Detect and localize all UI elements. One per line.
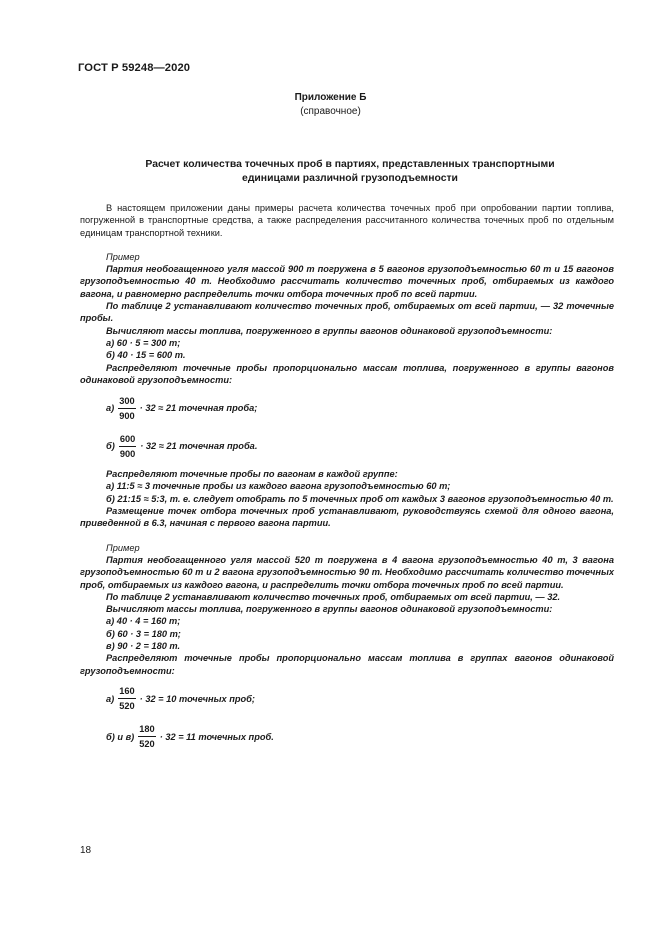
- standard-header: ГОСТ Р 59248—2020: [78, 62, 191, 74]
- fraction-numerator: 160: [118, 685, 135, 699]
- section-title: [90, 158, 610, 186]
- example-1-paragraph-1: Партия необогащенного угля массой 900 т погружена в 5 вагонов грузоподъемностью 60 т и 15 вагонов грузоподъемностью 40 т. Необходимо рассчитать количество точечных проб, отбираемых из каждого вагона, и равномерно распределить точки отбора точечных проб по всей партии.: [80, 264, 614, 299]
- fraction: [118, 685, 135, 712]
- fraction-prefix: а): [106, 403, 115, 413]
- annex-title: Приложение Б: [294, 92, 367, 103]
- fraction-denominator: 900: [119, 410, 135, 421]
- example-1-paragraph-3: Вычисляют массы топлива, погруженного в группы вагонов одинаковой грузоподъемности:: [106, 325, 553, 336]
- example-2-paragraph-1: Партия необогащенного угля массой 520 т погружена в 4 вагона грузоподъемностью 40 т, 3 вагона грузоподъемностью 60 т и 2 вагона грузоподъемностью 90 т. Необходимо рассчитать количество точечных проб, отбираемых из каждого вагона, и распределить точки отбора точечных проб по всей партии.: [80, 554, 614, 590]
- example-1-distribution-a: а) 11:5 ≈ 3 точечные пробы из каждого вагона грузоподъемностью 60 т;: [106, 481, 451, 492]
- example-2-mass-a: а) 40 · 4 = 160 т;: [106, 616, 181, 627]
- fraction-numerator: 300: [118, 395, 135, 409]
- fraction: [138, 723, 155, 750]
- fraction-denominator: 520: [119, 701, 135, 712]
- example-1-paragraph-4: Распределяют точечные пробы пропорционально массам топлива, погруженного в группы вагонов одинаковой грузоподъемности:: [80, 362, 614, 385]
- example-2-fraction-a: [80, 683, 614, 715]
- example-1-mass-a: а) 60 · 5 = 300 т;: [106, 337, 181, 348]
- fraction-prefix: б): [106, 441, 115, 451]
- example-1-paragraph-6: Размещение точек отбора точечных проб устанавливают, руководствуясь схемой для одного вагона, приведенной в 6.3, начиная с первого вагона партии.: [80, 506, 614, 529]
- example-2-paragraph-4: Распределяют точечные пробы пропорционально массам топлива в группах вагонов одинаковой грузоподъемности:: [80, 653, 614, 676]
- fraction-prefix: б) и в): [106, 731, 135, 742]
- fraction-prefix: а): [106, 693, 115, 704]
- example-2-fraction-b: [80, 721, 614, 753]
- document-body: [80, 202, 614, 753]
- example-2-paragraph-2: По таблице 2 устанавливают количество точечных проб, отбираемых от всей партии, — 32.: [106, 591, 561, 602]
- section-title-line2: единицами различной грузоподъемности: [242, 173, 458, 184]
- intro-paragraph: В настоящем приложении даны примеры расчета количества точечных проб при опробовании партии топлива, погруженной в транспортные средства, а также распределения рассчитанного количества точечных проб по отдельным единицам транспортной техники.: [80, 203, 614, 238]
- example-1-paragraph-2: По таблице 2 устанавливают количество точечных проб, отбираемых от всей партии, — 32 точечные пробы.: [80, 301, 614, 324]
- example-1-mass-b: б) 40 · 15 = 600 т.: [106, 350, 186, 361]
- example-2: [80, 542, 614, 753]
- fraction-numerator: 180: [138, 723, 155, 737]
- example-1-fraction-b: [80, 430, 614, 462]
- section-title-line1: Расчет количества точечных проб в партиях, представленных транспортными: [145, 159, 555, 170]
- fraction-denominator: 900: [119, 448, 136, 459]
- fraction-numerator: 600: [119, 433, 136, 447]
- example-1: [80, 251, 614, 530]
- fraction-suffix: · 32 = 10 точечных проб;: [139, 693, 255, 704]
- fraction: [118, 395, 135, 422]
- fraction-suffix: · 32 ≈ 21 точечная проба;: [139, 403, 258, 413]
- page-number: 18: [80, 845, 92, 856]
- fraction-denominator: 520: [139, 739, 155, 750]
- fraction-suffix: · 32 = 11 точечных проб.: [159, 731, 274, 742]
- fraction-suffix: · 32 ≈ 21 точечная проба.: [140, 441, 258, 451]
- fraction: [119, 433, 136, 460]
- example-1-paragraph-5: Распределяют точечные пробы по вагонам в каждой группе:: [106, 469, 398, 480]
- example-1-fraction-a: [80, 392, 614, 424]
- example-2-mass-c: в) 90 · 2 = 180 т.: [106, 641, 181, 652]
- example-2-mass-b: б) 60 · 3 = 180 т;: [106, 628, 181, 639]
- example-1-heading: Пример: [106, 251, 140, 262]
- example-2-heading: Пример: [106, 542, 140, 553]
- annex-type: (справочное): [300, 106, 361, 117]
- example-1-distribution-b: б) 21:15 ≈ 5:3, т. е. следует отобрать по 5 точечных проб от каждых 3 вагонов грузоподъемностью 40 т.: [106, 493, 614, 504]
- example-2-paragraph-3: Вычисляют массы топлива, погруженного в группы вагонов одинаковой грузоподъемности:: [106, 604, 553, 615]
